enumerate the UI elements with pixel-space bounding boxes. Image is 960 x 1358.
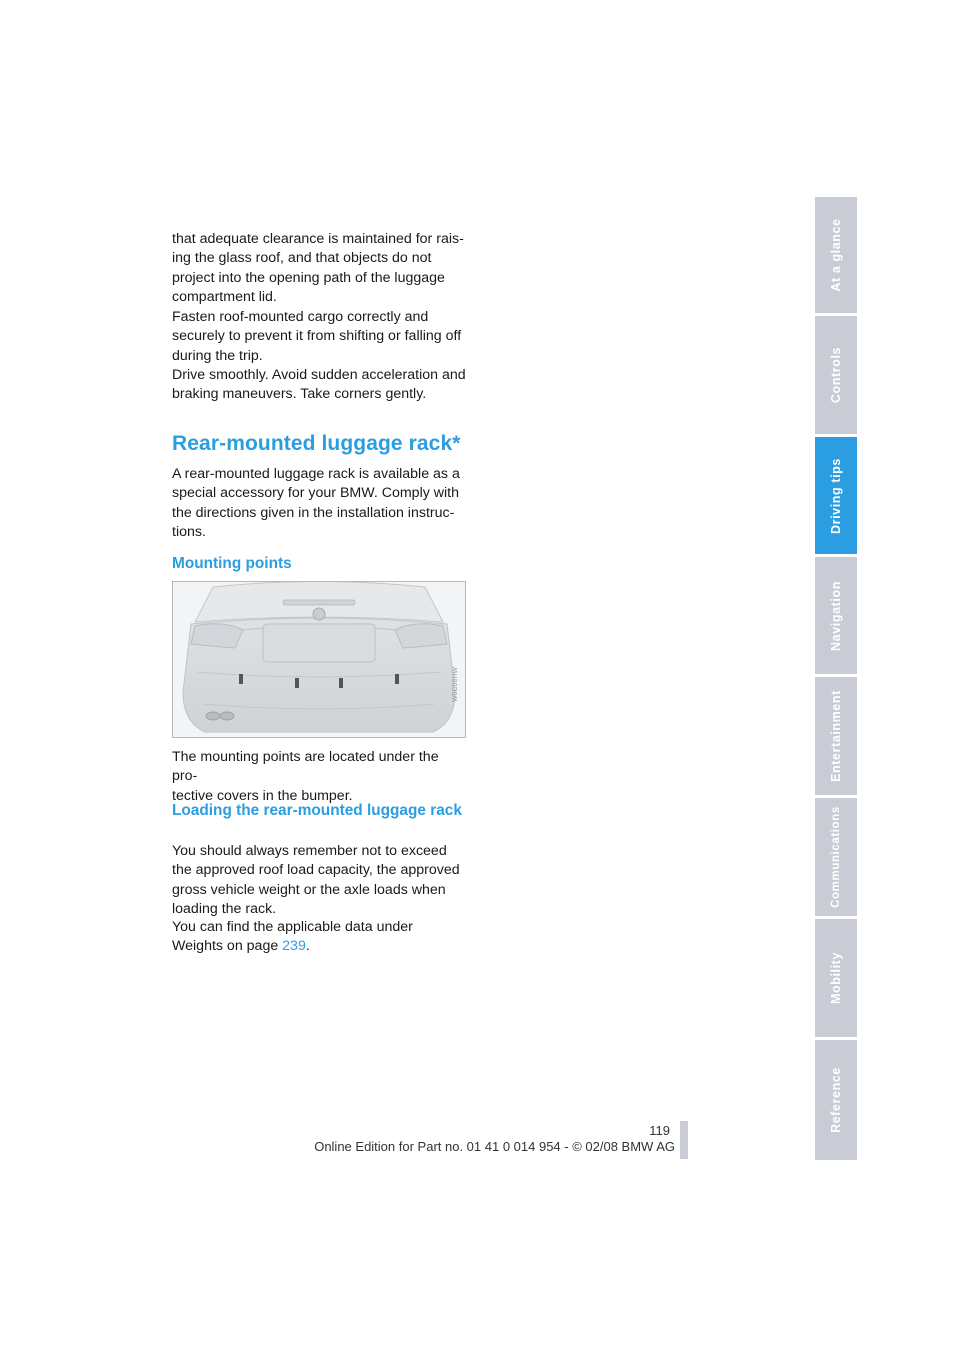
car-rear-illustration: [173, 582, 465, 737]
tab-label: Driving tips: [829, 457, 843, 534]
paragraph-7-text: You can find the applicable data under Weights on page: [172, 919, 413, 955]
car-rear-figure: [172, 581, 466, 738]
paragraph-clearance: [172, 230, 467, 307]
tab-entertainment[interactable]: [815, 677, 857, 795]
figure-code: W0C08HW: [452, 666, 459, 702]
footer-edition: Online Edition for Part no. 01 41 0 014 954 - © 02/08 BMW AG: [314, 1139, 675, 1154]
heading-rear-mounted-luggage-rack: Rear-mounted luggage rack*: [172, 432, 461, 455]
paragraph-fasten: [172, 308, 467, 366]
tab-mobility[interactable]: [815, 919, 857, 1037]
paragraph-drive: [172, 366, 467, 405]
tab-label: Reference: [829, 1067, 843, 1133]
tab-at-a-glance[interactable]: [815, 197, 857, 313]
tab-driving-tips[interactable]: [815, 437, 857, 554]
tab-navigation[interactable]: [815, 557, 857, 674]
tab-label: At a glance: [829, 218, 843, 292]
tab-label: Mobility: [829, 951, 843, 1005]
tab-controls[interactable]: [815, 316, 857, 434]
tab-label: Navigation: [829, 580, 843, 651]
tab-label: Communications: [830, 806, 842, 908]
paragraph-7-end: .: [305, 938, 310, 955]
paragraph-4: A rear-mounted luggage rack is available as a special accessory for your BMW. Comply with the directions given in the installation instruc- tions.: [172, 466, 460, 540]
paragraph-6: You should always remember not to exceed the approved roof load capacity, the approved gross vehicle weight or the axle loads when loading the rack.: [172, 843, 460, 917]
heading-loading-rack: Loading the rear-mounted luggage rack: [172, 802, 462, 819]
paragraph-accessory: [172, 465, 467, 542]
paragraph-load-limits: [172, 842, 467, 919]
tab-reference[interactable]: [815, 1040, 857, 1160]
paragraph-2: Fasten roof-mounted cargo correctly and securely to prevent it from shifting or falling off during the trip.: [172, 309, 462, 364]
heading-mounting-points: Mounting points: [172, 555, 292, 572]
tab-label: Controls: [829, 346, 843, 404]
paragraph-7: [172, 918, 467, 957]
paragraph-3: Drive smoothly. Avoid sudden acceleration and braking maneuvers. Take corners gently.: [172, 367, 466, 403]
paragraph-weights-ref: [172, 918, 467, 957]
paragraph-5: The mounting points are located under the pro- tective covers in the bumper.: [172, 749, 439, 804]
page-link-239[interactable]: 239: [282, 938, 306, 955]
tab-communications[interactable]: [815, 798, 857, 916]
tab-label: Entertainment: [829, 690, 843, 782]
paragraph-mounting-location: [172, 748, 467, 806]
page-number: 119: [649, 1123, 670, 1138]
footer-bar: [680, 1121, 688, 1159]
paragraph-1: that adequate clearance is maintained for rais- ing the glass roof, and that objects do not project into the opening path of the luggage compartment lid.: [172, 231, 464, 305]
